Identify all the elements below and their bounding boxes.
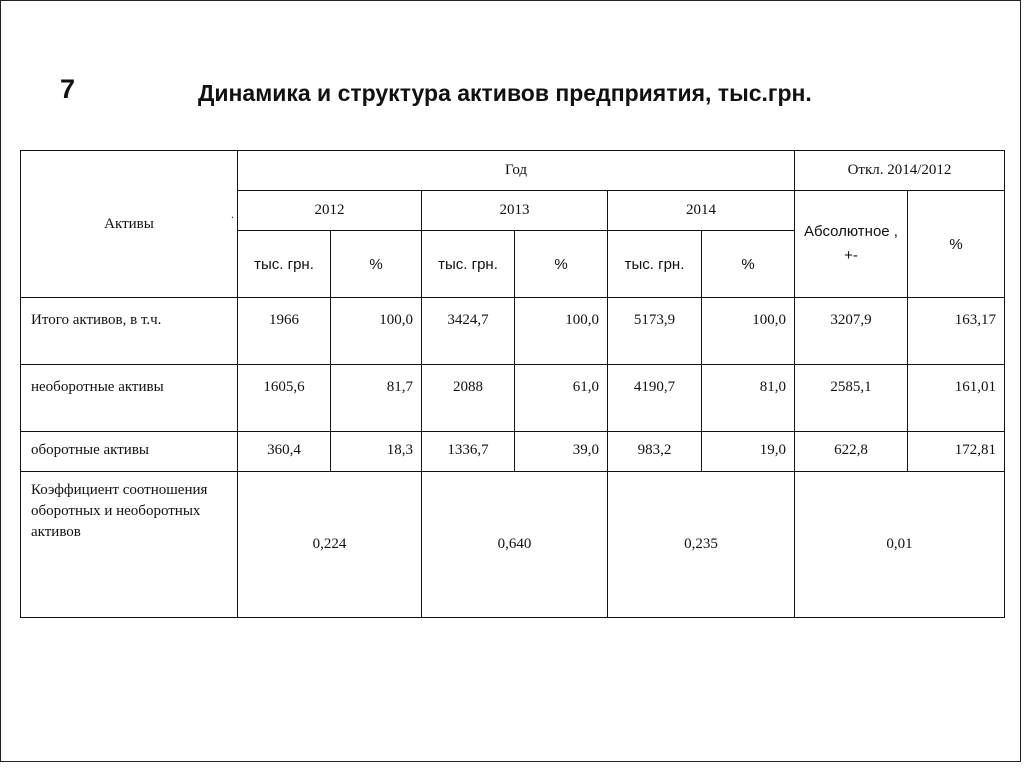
value-cell: 983,2 <box>608 432 702 472</box>
year-2013: 2013 <box>422 191 608 231</box>
assets-table <box>20 150 1005 618</box>
assets-header: Активы <box>104 215 154 232</box>
value-cell: 100,0 <box>702 298 795 365</box>
coefficient-row <box>21 472 1005 618</box>
row-label: оборотные активы <box>21 432 238 472</box>
deviation-header: Откл. 2014/2012 <box>795 151 1005 191</box>
pct-header-2014: % <box>702 231 795 298</box>
table-row <box>21 365 1005 432</box>
row-label: необоротные активы <box>21 365 238 432</box>
value-cell: 3424,7 <box>422 298 515 365</box>
row-label: Итого активов, в т.ч. <box>21 298 238 365</box>
assets-header-cell <box>21 151 238 298</box>
slide-number: 7 <box>60 74 76 104</box>
value-cell: 161,01 <box>908 365 1005 432</box>
value-cell: 2088 <box>422 365 515 432</box>
page-title: Динамика и структура активов предприятия, тыс.грн. <box>198 80 812 106</box>
value-cell: 622,8 <box>795 432 908 472</box>
value-cell: 18,3 <box>331 432 422 472</box>
coefficient-label: Коэффициент соотношения оборотных и необоротных активов <box>21 472 238 618</box>
value-cell: 1336,7 <box>422 432 515 472</box>
value-cell: 100,0 <box>331 298 422 365</box>
coefficient-2012: 0,224 <box>238 472 422 618</box>
value-cell: 2585,1 <box>795 365 908 432</box>
value-cell: 39,0 <box>515 432 608 472</box>
value-cell: 81,7 <box>331 365 422 432</box>
value-cell: 360,4 <box>238 432 331 472</box>
deviation-pct-header: % <box>908 191 1005 298</box>
unit-header-2013: тыс. грн. <box>422 231 515 298</box>
value-cell: 3207,9 <box>795 298 908 365</box>
value-cell: 100,0 <box>515 298 608 365</box>
absolute-deviation-header: Абсолютное , +- <box>795 191 908 298</box>
value-cell: 1966 <box>238 298 331 365</box>
year-2014: 2014 <box>608 191 795 231</box>
value-cell: 81,0 <box>702 365 795 432</box>
value-cell: 1605,6 <box>238 365 331 432</box>
value-cell: 172,81 <box>908 432 1005 472</box>
pct-header-2012: % <box>331 231 422 298</box>
year-2012: 2012 <box>238 191 422 231</box>
year-header: Год <box>238 151 795 191</box>
unit-header-2014: тыс. грн. <box>608 231 702 298</box>
value-cell: 163,17 <box>908 298 1005 365</box>
value-cell: 4190,7 <box>608 365 702 432</box>
assets-header-dot: . <box>231 207 234 221</box>
unit-header-2012: тыс. грн. <box>238 231 331 298</box>
table-row <box>21 298 1005 365</box>
value-cell: 61,0 <box>515 365 608 432</box>
table-row <box>21 432 1005 472</box>
coefficient-deviation: 0,01 <box>795 472 1005 618</box>
value-cell: 5173,9 <box>608 298 702 365</box>
coefficient-2014: 0,235 <box>608 472 795 618</box>
pct-header-2013: % <box>515 231 608 298</box>
value-cell: 19,0 <box>702 432 795 472</box>
coefficient-2013: 0,640 <box>422 472 608 618</box>
